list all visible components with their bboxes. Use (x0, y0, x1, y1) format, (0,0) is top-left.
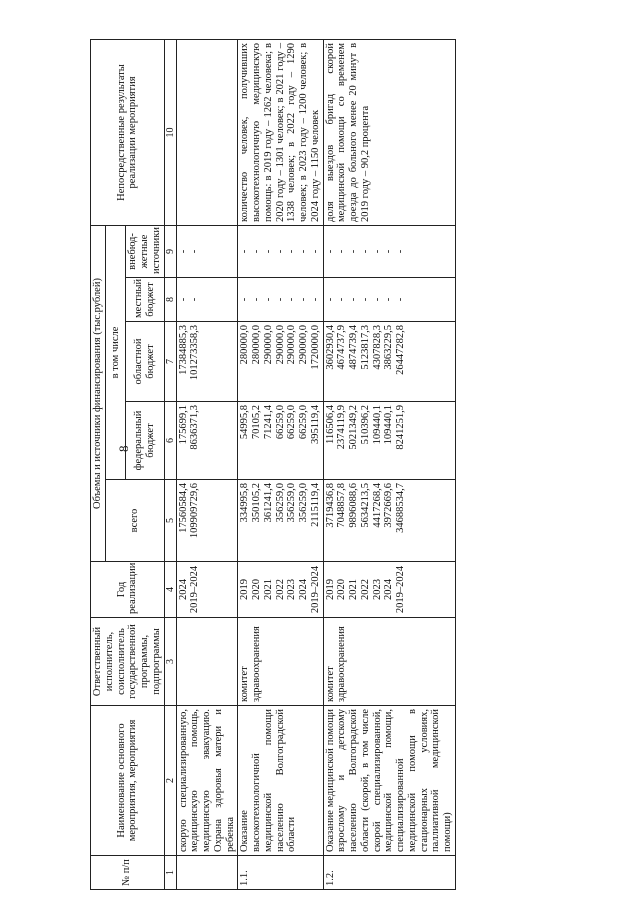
year-value: 2021 (348, 579, 360, 600)
extra-amount-value: - (177, 249, 189, 254)
column-number: 10 (164, 39, 176, 225)
local-amount (238, 278, 323, 322)
total-amount-value: 334995,8 (239, 483, 251, 523)
total-amount-value: 3972669,6 (383, 483, 395, 528)
year-value: 2022 (359, 579, 371, 600)
extra-amount-value: - (383, 249, 395, 254)
regional-amount-value: 290000,0 (274, 325, 286, 365)
local-amount-value: - (262, 297, 274, 302)
local-amount-value: - (383, 297, 395, 302)
column-number-row (164, 39, 176, 889)
regional-amount-value: 5123817,3 (359, 325, 371, 370)
rotated-table-sheet (90, 40, 630, 890)
regional-amount-value: 3863229,5 (383, 325, 395, 370)
local-amount-value: - (309, 297, 321, 302)
regional-amount-value: 101273358,3 (189, 325, 201, 381)
table-body (176, 39, 455, 889)
total-amount (176, 480, 238, 562)
extra-amount (176, 225, 238, 277)
extra-amount (238, 225, 323, 277)
measure-name: Оказание высокотехнологичной медицинской помощи населению Волгоградской области (238, 706, 323, 856)
executor (176, 618, 238, 706)
local-amount-value: - (348, 297, 360, 302)
program-measures-table (90, 39, 456, 890)
local-amount-value: - (177, 297, 189, 302)
header-extra: внебюд-жетные источники (126, 225, 164, 277)
extra-amount-value: - (274, 249, 286, 254)
federal-amount-value: 70105,2 (251, 405, 263, 440)
regional-amount-value: 26447282,8 (395, 325, 407, 375)
header-executor: Ответственный исполнитель, соисполнитель государственной программы, подпрограммы (91, 618, 165, 706)
column-number: 9 (164, 225, 176, 277)
measure-name: скорую специализированную, медицинскую помощь, медицинскую эвакуацию. Охрана здоровья матери и ребенка (176, 706, 238, 856)
year-value: 2023 (286, 579, 298, 600)
header-federal: федеральный бюджет (126, 402, 164, 480)
result-text (176, 39, 238, 225)
extra-amount-value: - (309, 249, 321, 254)
year-value: 2024 (383, 579, 395, 600)
header-local: местный бюджет (126, 278, 164, 322)
row-number: 1.2. (323, 856, 455, 890)
year-value: 2021 (262, 579, 274, 600)
federal-amount-value: 510396,2 (359, 405, 371, 445)
local-amount-value: - (336, 297, 348, 302)
regional-amount-value: 1720000,0 (309, 325, 321, 370)
local-amount-value: - (251, 297, 263, 302)
column-number: 3 (164, 618, 176, 706)
total-amount-value: 109909729,6 (189, 483, 201, 539)
header-regional: областной бюджет (126, 322, 164, 402)
executor: комитет здравоохранения (323, 618, 455, 706)
header-in-that-number: в том числе (105, 225, 126, 479)
extra-amount-value: - (189, 249, 201, 254)
column-number: 8 (164, 278, 176, 322)
regional-amount-value: 3602930,4 (324, 325, 336, 370)
total-amount (323, 480, 455, 562)
regional-amount (323, 322, 455, 402)
year-value: 2019 (324, 579, 336, 600)
header-year: Год реализации (91, 562, 165, 618)
federal-amount (238, 402, 323, 480)
regional-amount (238, 322, 323, 402)
total-amount-value: 361241,4 (262, 483, 274, 523)
year-value: 2024 (298, 579, 310, 600)
total-amount-value: 34688534,7 (395, 483, 407, 533)
column-number: 1 (164, 856, 176, 890)
federal-amount-value: 116506,4 (324, 405, 336, 444)
year-value: 2020 (336, 579, 348, 600)
regional-amount-value: 4307828,3 (371, 325, 383, 370)
local-amount-value: - (274, 297, 286, 302)
header-measure-name: Наименование основного мероприятия, мероприятия (91, 706, 165, 856)
year-value: 2024 (177, 579, 189, 600)
local-amount-value: - (189, 297, 201, 302)
federal-amount-value: 395119,4 (309, 405, 321, 444)
result-text: доля выездов бригад скорой медицинской помощи со временем доезда до больного менее 20 минут в 2019 году – 90,2 процента (323, 39, 455, 225)
local-amount-value: - (395, 297, 407, 302)
year-value: 2019–2024 (395, 565, 407, 614)
extra-amount-value: - (395, 249, 407, 254)
local-amount-value: - (298, 297, 310, 302)
result-text: количество человек, получивших высокотехнологичную медицинскую помощь: в 2019 году – 1262 человека; в 2020 году – 1301 человек; в 2021 году – 1338 человек; в 2022 году – 1290 человек; в 2023 году – 1200 человек; в 2024 году – 1150 человек (238, 39, 323, 225)
year-value: 2019–2024 (309, 565, 321, 614)
header-num: № п/п (91, 856, 165, 890)
extra-amount (323, 225, 455, 277)
total-amount-value: 4417268,4 (371, 483, 383, 528)
federal-amount-value: 66259,0 (298, 405, 310, 440)
header-results: Непосредственные результаты реализации мероприятия (91, 39, 165, 225)
regional-amount (176, 322, 238, 402)
total-amount-value: 17560584,4 (177, 483, 189, 533)
federal-amount (176, 402, 238, 480)
federal-amount-value: 8241251,9 (395, 405, 407, 450)
year-value: 2019–2024 (189, 565, 201, 614)
extra-amount-value: - (298, 249, 310, 254)
total-amount-value: 9896088,6 (348, 483, 360, 528)
regional-amount-value: 280000,0 (251, 325, 263, 365)
extra-amount-value: - (324, 249, 336, 254)
local-amount (323, 278, 455, 322)
extra-amount-value: - (251, 249, 263, 254)
regional-amount-value: 280000,0 (239, 325, 251, 365)
regional-amount-value: 290000,0 (298, 325, 310, 365)
federal-amount-value: 71241,4 (262, 405, 274, 440)
extra-amount-value: - (371, 249, 383, 254)
total-amount-value: 5634213,5 (359, 483, 371, 528)
column-number: 7 (164, 322, 176, 402)
column-number: 6 (164, 402, 176, 480)
header-funding: Объемы и источники финансирования (тыс.рублей) (91, 225, 106, 561)
total-amount-value: 7048857,8 (336, 483, 348, 528)
table-row (238, 39, 323, 889)
federal-amount-value: 109440,1 (371, 405, 383, 445)
federal-amount-value: 5021349,2 (348, 405, 360, 450)
year-value: 2019 (239, 579, 251, 600)
year-value: 2022 (274, 579, 286, 600)
column-number: 2 (164, 706, 176, 856)
measure-name: Оказание медицинской помощи взрослому и детскому населению Волгоградской области (скорой, в том числе скорой специализированной, медицинской помощи, специализированной медицинской помощи в стационарных условиях, паллиативной медицинской помощи) (323, 706, 455, 856)
federal-amount-value: 109440,1 (383, 405, 395, 445)
total-amount-value: 356259,0 (298, 483, 310, 523)
regional-amount-value: 4874739,4 (348, 325, 360, 370)
total-amount-value: 350105,2 (251, 483, 263, 523)
local-amount-value: - (286, 297, 298, 302)
total-amount-value: 356259,0 (274, 483, 286, 523)
total-amount-value: 3719436,8 (324, 483, 336, 528)
local-amount-value: - (324, 297, 336, 302)
federal-amount-value: 66259,0 (286, 405, 298, 440)
year (176, 562, 238, 618)
column-number: 5 (164, 480, 176, 562)
header-total: всего (105, 480, 164, 562)
federal-amount (323, 402, 455, 480)
federal-amount-value: 66259,0 (274, 405, 286, 440)
regional-amount-value: 17384885,3 (177, 325, 189, 375)
page-number: 8 (116, 445, 131, 452)
extra-amount-value: - (286, 249, 298, 254)
total-amount-value: 2115119,4 (309, 483, 321, 527)
extra-amount-value: - (262, 249, 274, 254)
federal-amount-value: 175699,1 (177, 405, 189, 445)
total-amount-value: 356259,0 (286, 483, 298, 523)
year-value: 2023 (371, 579, 383, 600)
local-amount-value: - (359, 297, 371, 302)
row-number (176, 856, 238, 890)
regional-amount-value: 4674737,9 (336, 325, 348, 370)
extra-amount-value: - (239, 249, 251, 254)
extra-amount-value: - (348, 249, 360, 254)
column-number: 4 (164, 562, 176, 618)
regional-amount-value: 290000,0 (286, 325, 298, 365)
year (323, 562, 455, 618)
row-number: 1.1. (238, 856, 323, 890)
year-value: 2020 (251, 579, 263, 600)
regional-amount-value: 290000,0 (262, 325, 274, 365)
federal-amount-value: 54995,8 (239, 405, 251, 440)
local-amount (176, 278, 238, 322)
table-row (323, 39, 455, 889)
executor: комитет здравоохранения (238, 618, 323, 706)
total-amount (238, 480, 323, 562)
local-amount-value: - (371, 297, 383, 302)
extra-amount-value: - (359, 249, 371, 254)
federal-amount-value: 8636371,3 (189, 405, 201, 450)
federal-amount-value: 2374119,9 (336, 405, 348, 450)
extra-amount-value: - (336, 249, 348, 254)
year (238, 562, 323, 618)
local-amount-value: - (239, 297, 251, 302)
table-row (176, 39, 238, 889)
